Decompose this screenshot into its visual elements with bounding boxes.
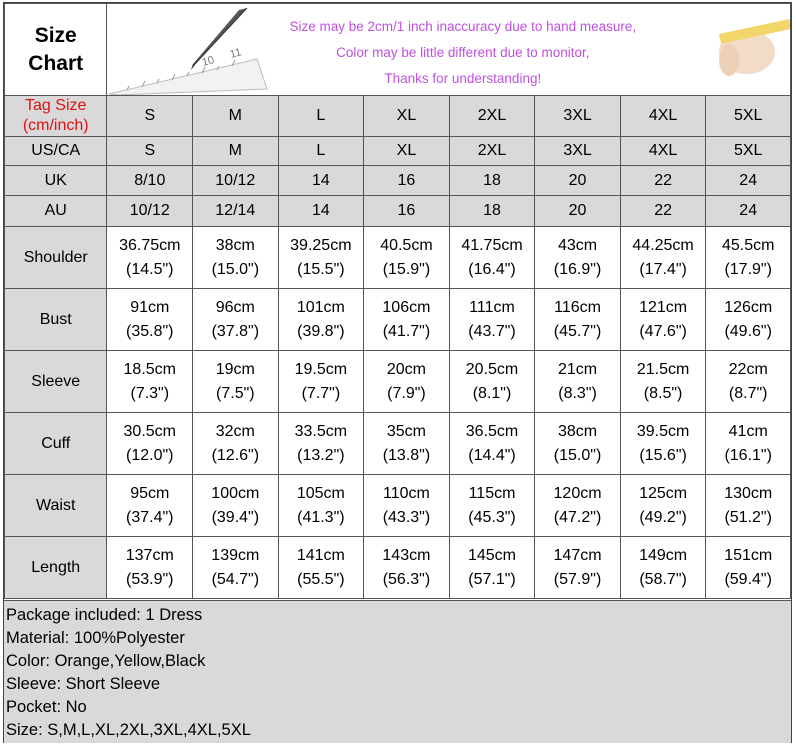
table-cell [706, 413, 791, 475]
table-cell [535, 413, 620, 475]
cm-value: 116cm [554, 298, 601, 316]
size-chart [3, 2, 792, 743]
inch-value: (43.7") [468, 322, 516, 340]
measure-row [5, 289, 791, 351]
inch-value: (49.2") [639, 508, 687, 526]
table-cell [278, 227, 364, 289]
us-ca-row [5, 137, 791, 166]
cm-value: 143cm [382, 546, 431, 564]
inch-value: (35.8") [126, 322, 174, 340]
inch-value: (8.7") [728, 384, 768, 402]
table-cell [620, 537, 706, 599]
table-cell: 14 [278, 166, 364, 196]
inch-value: (43.3") [382, 508, 431, 526]
table-cell [535, 227, 620, 289]
table-cell [364, 289, 450, 351]
table-cell: L [278, 137, 364, 166]
table-cell: 2XL [449, 137, 535, 166]
table-cell: 4XL [620, 137, 706, 166]
inch-value: (45.3") [468, 508, 516, 526]
table-cell [364, 537, 450, 599]
cm-value: 38cm [557, 422, 598, 440]
cm-value: 20cm [386, 360, 426, 378]
table-cell [535, 289, 620, 351]
table-cell [706, 475, 791, 537]
cm-value: 125cm [639, 484, 688, 502]
ruler-left [109, 46, 267, 95]
measure-row [5, 413, 791, 475]
table-cell: 18 [449, 166, 535, 196]
cm-value: 39.5cm [636, 422, 690, 440]
table-cell: M [193, 137, 278, 166]
inch-value: (13.8") [382, 446, 431, 464]
measure-row [5, 537, 791, 599]
cm-value: 141cm [296, 546, 345, 564]
table-cell: 22 [620, 196, 706, 227]
cm-value: 149cm [639, 546, 688, 564]
inch-value: (17.9") [724, 260, 772, 278]
table-cell: 16 [364, 166, 450, 196]
banner-note: Color may be little different due to monitor, [336, 45, 590, 60]
table-cell [449, 351, 535, 413]
table-cell [364, 475, 450, 537]
table-cell: 4XL [620, 96, 706, 137]
table-cell [706, 537, 791, 599]
cm-value: 145cm [467, 546, 517, 564]
inch-value: (16.9") [553, 260, 602, 278]
inch-value: (55.5") [297, 570, 345, 588]
detail-line: Color: Orange,Yellow,Black [6, 652, 206, 670]
cm-value: 41.75cm [461, 236, 523, 254]
svg-text:10: 10 [201, 54, 217, 69]
table-cell [535, 475, 620, 537]
inch-value: (15.0") [553, 446, 602, 464]
cm-value: 95cm [130, 484, 170, 502]
detail-line: Sleeve: Short Sleeve [6, 675, 161, 693]
table-cell: 3XL [535, 137, 620, 166]
table-cell [620, 475, 706, 537]
table-cell: S [107, 137, 193, 166]
measurement-rows [5, 227, 791, 599]
table-cell [620, 289, 706, 351]
inch-value: (7.5") [216, 384, 255, 402]
inch-value: (49.6") [724, 322, 772, 340]
cm-value: 105cm [296, 484, 345, 502]
table-cell [278, 475, 364, 537]
table-cell [364, 413, 450, 475]
table-cell [278, 537, 364, 599]
measure-banner [107, 4, 791, 96]
au-row [5, 196, 791, 227]
cm-value: 30.5cm [123, 422, 176, 440]
table-cell [535, 537, 620, 599]
cm-value: 19.5cm [294, 360, 348, 378]
inch-value: (7.3") [130, 384, 170, 402]
cm-value: 106cm [382, 298, 431, 316]
table-cell [620, 413, 706, 475]
table-cell: 10/12 [107, 196, 193, 227]
cm-value: 91cm [130, 298, 170, 316]
pen-icon [191, 8, 247, 70]
cm-value: 147cm [553, 546, 602, 564]
row-label: Bust [5, 289, 107, 351]
cm-value: 43cm [557, 236, 598, 254]
row-label: Length [5, 537, 107, 599]
table-cell [620, 351, 706, 413]
cm-value: 45.5cm [721, 236, 775, 254]
detail-line: Package included: 1 Dress [6, 606, 203, 624]
table-cell [706, 289, 791, 351]
measure-row [5, 475, 791, 537]
inch-value: (15.9") [382, 260, 431, 278]
inch-value: (8.5") [643, 384, 683, 402]
inch-value: (15.5") [297, 260, 345, 278]
inch-value: (17.4") [639, 260, 687, 278]
table-cell [364, 351, 450, 413]
inch-value: (54.7") [211, 570, 260, 588]
banner-note: Thanks for understanding! [384, 71, 542, 86]
inch-value: (57.9") [553, 570, 602, 588]
row-label: Waist [5, 475, 107, 537]
table-cell: 16 [364, 196, 450, 227]
size-chart-title: Size Chart [5, 4, 107, 96]
table-cell: 22 [620, 166, 706, 196]
cm-value: 115cm [468, 484, 516, 502]
inch-value: (47.2") [553, 508, 602, 526]
cm-value: 151cm [724, 546, 773, 564]
inch-value: (12.6") [211, 446, 260, 464]
inch-value: (59.4") [724, 570, 772, 588]
table-cell [193, 475, 278, 537]
table-cell: 20 [535, 166, 620, 196]
inch-value: (15.6") [639, 446, 687, 464]
cm-value: 126cm [724, 298, 773, 316]
inch-value: (45.7") [553, 322, 602, 340]
inch-value: (12.0") [126, 446, 174, 464]
table-cell [535, 351, 620, 413]
table-cell [193, 227, 278, 289]
cm-value: 38cm [215, 236, 255, 254]
cm-value: 33.5cm [294, 422, 348, 440]
cm-value: 18.5cm [123, 360, 176, 378]
cm-value: 39.25cm [290, 236, 352, 254]
table-cell [620, 227, 706, 289]
table-cell: 8/10 [107, 166, 193, 196]
inch-value: (7.7") [301, 384, 341, 402]
cm-value: 100cm [211, 484, 260, 502]
product-details [4, 600, 791, 743]
table-cell [107, 537, 193, 599]
inch-value: (14.4") [468, 446, 516, 464]
table-cell: XL [364, 96, 450, 137]
row-label: AU [5, 196, 107, 227]
table-cell: 2XL [449, 96, 535, 137]
table-cell: XL [364, 137, 450, 166]
table-cell: 10/12 [193, 166, 278, 196]
table-cell [107, 227, 193, 289]
table-cell [706, 227, 791, 289]
cm-value: 110cm [383, 484, 430, 502]
uk-row [5, 166, 791, 196]
row-label: US/CA [5, 137, 107, 166]
table-cell: 18 [449, 196, 535, 227]
table-cell [107, 351, 193, 413]
table-cell: 24 [706, 166, 791, 196]
table-cell [278, 289, 364, 351]
measure-row [5, 227, 791, 289]
inch-value: (7.9") [387, 384, 426, 402]
header-row [5, 4, 791, 96]
table-cell [706, 351, 791, 413]
cm-value: 21.5cm [636, 360, 690, 378]
row-label: Shoulder [5, 227, 107, 289]
inch-value: (16.1") [724, 446, 772, 464]
cm-value: 40.5cm [380, 236, 433, 254]
inch-value: (51.2") [724, 508, 772, 526]
table-cell: 5XL [706, 137, 791, 166]
inch-value: (41.3") [297, 508, 345, 526]
table-cell [107, 413, 193, 475]
inch-value: (41.7") [382, 322, 431, 340]
tag-size-label: Tag Size (cm/inch) [5, 96, 107, 137]
table-cell: 5XL [706, 96, 791, 137]
cm-value: 96cm [215, 298, 255, 316]
cm-value: 137cm [125, 546, 174, 564]
table-cell [193, 413, 278, 475]
inch-value: (57.1") [468, 570, 516, 588]
cm-value: 21cm [557, 360, 598, 378]
table-cell [449, 537, 535, 599]
cm-value: 120cm [553, 484, 602, 502]
row-label: UK [5, 166, 107, 196]
cm-value: 111cm [469, 298, 515, 316]
table-cell [278, 351, 364, 413]
table-cell [449, 413, 535, 475]
inch-value: (39.8") [297, 322, 345, 340]
detail-line: Size: S,M,L,XL,2XL,3XL,4XL,5XL [6, 721, 251, 739]
cm-value: 20.5cm [465, 360, 519, 378]
cm-value: 32cm [215, 422, 255, 440]
cm-value: 22cm [728, 360, 768, 378]
inch-value: (15.0") [211, 260, 260, 278]
inch-value: (47.6") [639, 322, 687, 340]
table-cell [449, 475, 535, 537]
inch-value: (13.2") [297, 446, 345, 464]
cm-value: 101cm [296, 298, 345, 316]
table-cell [107, 475, 193, 537]
table-cell [449, 227, 535, 289]
table-cell: 3XL [535, 96, 620, 137]
size-table [4, 3, 791, 599]
inch-value: (37.4") [126, 508, 174, 526]
inch-value: (37.8") [211, 322, 260, 340]
table-cell [193, 289, 278, 351]
inch-value: (14.5") [126, 260, 174, 278]
tape-measure-hand [719, 19, 790, 76]
cm-value: 130cm [724, 484, 773, 502]
table-cell: L [278, 96, 364, 137]
table-cell [278, 413, 364, 475]
inch-value: (8.3") [558, 384, 597, 402]
table-cell [193, 537, 278, 599]
inch-value: (8.1") [472, 384, 512, 402]
row-label: Sleeve [5, 351, 107, 413]
cm-value: 35cm [386, 422, 426, 440]
table-cell: 20 [535, 196, 620, 227]
table-cell: M [193, 96, 278, 137]
table-cell: 24 [706, 196, 791, 227]
cm-value: 121cm [639, 298, 688, 316]
tag-size-row [5, 96, 791, 137]
inch-value: (53.9") [126, 570, 174, 588]
cm-value: 139cm [211, 546, 260, 564]
table-cell [449, 289, 535, 351]
inch-value: (56.3") [382, 570, 431, 588]
table-cell [364, 227, 450, 289]
banner-notes [289, 14, 636, 92]
table-cell [193, 351, 278, 413]
cm-value: 36.5cm [465, 422, 519, 440]
inch-value: (58.7") [639, 570, 687, 588]
detail-line: Pocket: No [6, 698, 87, 716]
inch-value: (39.4") [211, 508, 260, 526]
row-label: Cuff [5, 413, 107, 475]
banner-note: Size may be 2cm/1 inch inaccuracy due to hand measure, [289, 19, 637, 34]
table-cell: 14 [278, 196, 364, 227]
table-cell: S [107, 96, 193, 137]
cm-value: 19cm [215, 360, 255, 378]
cm-value: 44.25cm [632, 236, 694, 254]
svg-text:11: 11 [229, 46, 244, 61]
cm-value: 36.75cm [119, 236, 181, 254]
cm-value: 41cm [728, 422, 768, 440]
table-cell [107, 289, 193, 351]
detail-line: Material: 100%Polyester [6, 629, 185, 647]
table-cell: 12/14 [193, 196, 278, 227]
measure-row [5, 351, 791, 413]
inch-value: (16.4") [468, 260, 516, 278]
